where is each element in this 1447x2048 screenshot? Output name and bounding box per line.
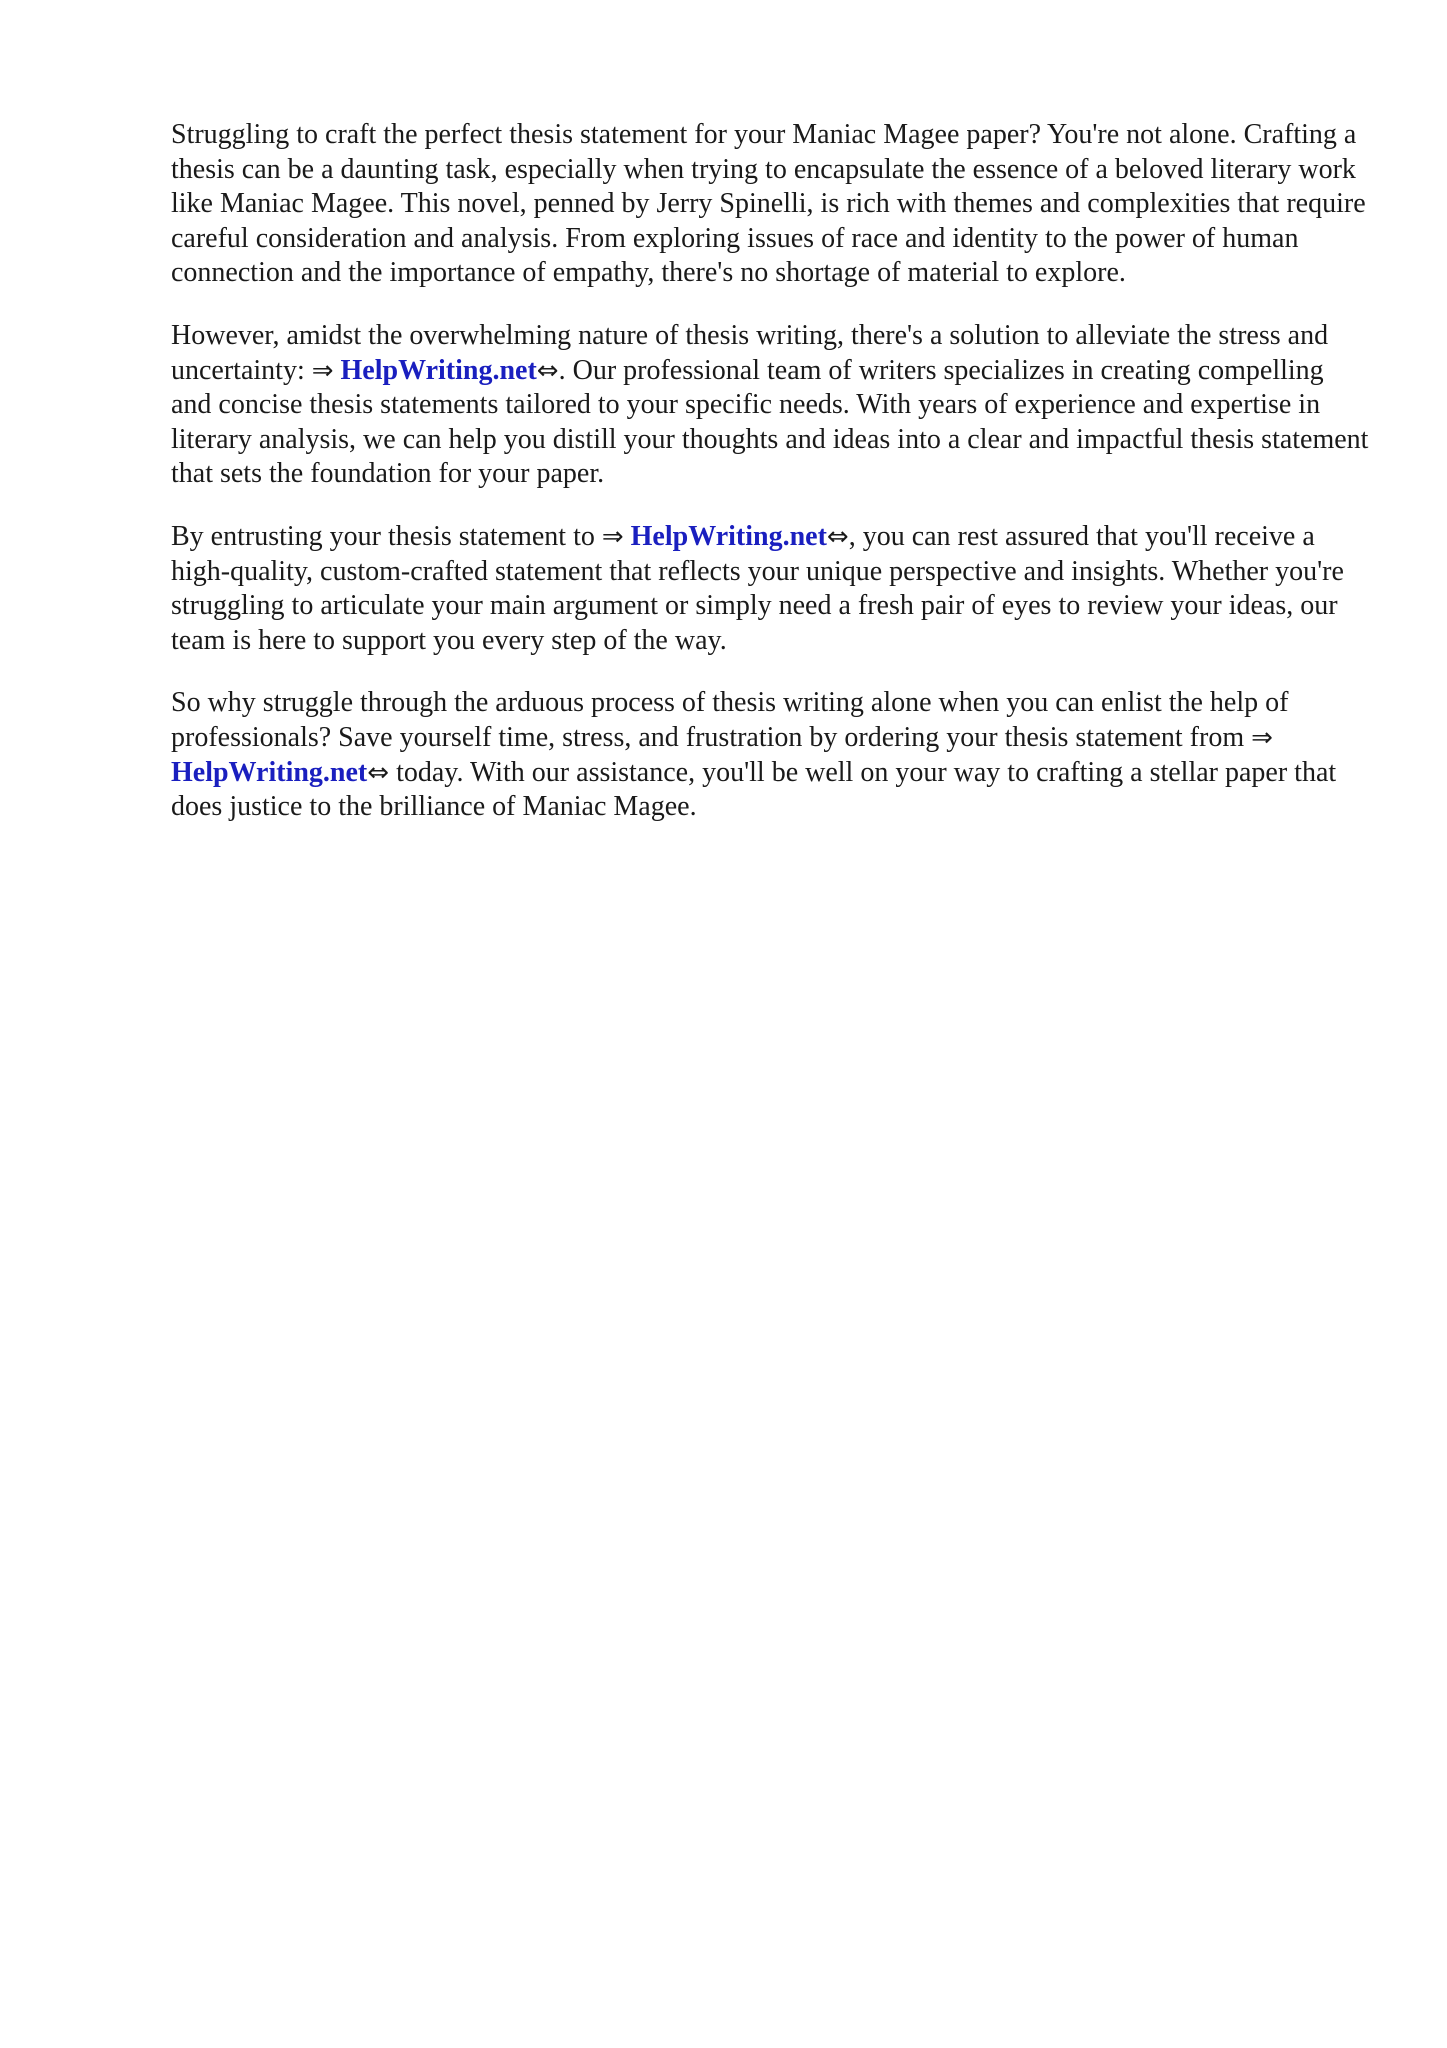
double-arrow-icon: ⇔ xyxy=(826,521,849,552)
helpwriting-link[interactable]: HelpWriting.net xyxy=(340,354,537,386)
paragraph-text-after: . Our professional team of writers specializes in creating compelling and concise thesis statements tailored to your specific needs. With years of experience and expertise in literary analysis, we can help you distill your thoughts and ideas into a clear and impactful thesis statement that sets the foundation for your paper. xyxy=(171,354,1369,490)
paragraph-solution xyxy=(171,319,1371,492)
paragraph-entrusting xyxy=(171,520,1371,658)
paragraph-closing xyxy=(171,686,1371,824)
paragraph-text: Struggling to craft the perfect thesis statement for your Maniac Magee paper? You're not alone. Crafting a thesis can be a daunting task, especially when trying to encapsulate the essence of a beloved literary work like Maniac Magee. This novel, penned by Jerry Spinelli, is rich with themes and complexities that require careful consideration and analysis. From exploring issues of race and identity to the power of human connection and the importance of empathy, there's no shortage of material to explore. xyxy=(171,119,1366,289)
paragraph-text-before: However, amidst the overwhelming nature of thesis writing, there's a solution to alleviate the stress and uncertainty: xyxy=(171,319,1329,386)
paragraph-text-before: By entrusting your thesis statement to xyxy=(171,520,602,552)
document-body xyxy=(171,118,1371,853)
double-arrow-icon: ⇔ xyxy=(536,355,559,386)
paragraph-text-after: today. With our assistance, you'll be well on your way to crafting a stellar paper that does justice to the brilliance of Maniac Magee. xyxy=(171,756,1337,823)
helpwriting-link[interactable]: HelpWriting.net xyxy=(630,520,827,552)
double-arrow-icon: ⇔ xyxy=(367,757,390,788)
helpwriting-link[interactable]: HelpWriting.net xyxy=(171,756,368,788)
right-arrow-icon: ⇒ xyxy=(1251,722,1273,753)
paragraph-text-before: So why struggle through the arduous process of thesis writing alone when you can enlist the help of professionals? Save yourself time, stress, and frustration by ordering your thesis statement from xyxy=(171,687,1289,753)
paragraph-intro xyxy=(171,118,1371,291)
right-arrow-icon: ⇒ xyxy=(311,355,334,386)
right-arrow-icon: ⇒ xyxy=(601,521,624,552)
paragraph-text-after: , you can rest assured that you'll receive a high-quality, custom-crafted statement that reflects your unique perspective and insights. Whether you're struggling to articulate your main argument or simply need a fresh pair of eyes to review your ideas, our team is here to support you every step of the way. xyxy=(171,520,1344,656)
